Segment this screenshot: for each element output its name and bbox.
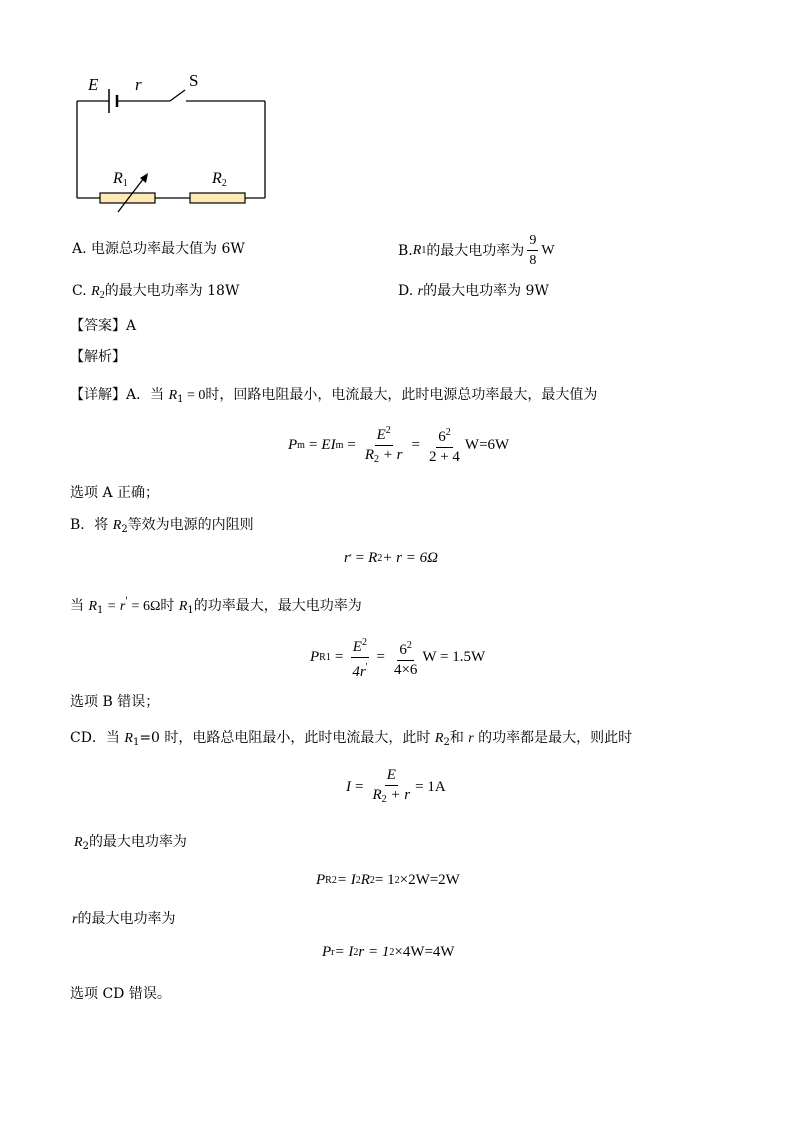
equation-equivalent-resistance: r ' = R 2 + r = 6Ω — [344, 550, 438, 566]
detail-a-line: 【详解】A．当 $R_1 = 0$时，回路电阻最小，电流最大，此时电源总功率最大，最大值为 — [70, 387, 598, 405]
resistor-r1 — [100, 193, 155, 203]
detail-cd-conclusion: 选项 CD 错误。 — [70, 986, 171, 1002]
option-b-fraction: $\frac{9}{8}$ — [529, 233, 537, 268]
equation-total-power: P m = EI m = $\frac{E^2}{R_2 + r}$ = $\frac{6^2}{2 + 4}$ W=6W — [288, 422, 509, 468]
equation-r2-power: P R2 = I 2 R 2 = 1 2 ×2W=2W — [316, 872, 460, 888]
label-r: r — [135, 75, 142, 94]
detail-a-conclusion: 选项 A 正确； — [70, 485, 160, 501]
label-E: E — [88, 75, 99, 94]
option-c: C. $R_2$的最大电功率为 18W — [72, 283, 240, 301]
detail-cd-r2-line: $R_2$的最大电功率为 — [74, 834, 187, 852]
option-a: A. 电源总功率最大值为 6W — [72, 241, 245, 257]
detail-cd-line: CD．当 $R_1=0$ 时，电路总电阻最小，此时电流最大，此时 $R_2$和 r 的功率都是最大，则此时 — [70, 730, 633, 748]
label-R2: $R_2$ — [212, 170, 227, 189]
equation-r-power: P r = I 2 r = 1 2 ×4W=4W — [322, 944, 455, 960]
equation-r1-power: P R1 = $\frac{E^2}{4r'}$ = $\frac{6^2}{4\times 6}$ W = 1.5W — [310, 634, 485, 681]
detail-b-conclusion: 选项 B 错误； — [70, 694, 160, 710]
equation-current: I = $\frac{E}{R_2 + r}$ = 1A — [346, 767, 446, 805]
detail-b-line: B．将 $R_2$等效为电源的内阻则 — [70, 517, 254, 535]
analysis-heading: 【解析】 — [70, 349, 126, 365]
label-S: S — [189, 71, 199, 90]
option-b: B. R 1 的最大电功率为 $\frac{9}{8}$ W — [398, 233, 555, 268]
label-R1: $R_1$ — [113, 170, 128, 189]
answer-line: 【答案】A — [70, 318, 137, 334]
option-d: D. r的最大电功率为 9W — [398, 283, 549, 299]
detail-b-condition: 当 $R_1 = r' = 6\Omega$时 $R_1$的功率最大，最大电功率为 — [70, 596, 362, 616]
resistor-r2 — [190, 193, 245, 203]
detail-cd-r-line: r的最大电功率为 — [72, 911, 176, 927]
